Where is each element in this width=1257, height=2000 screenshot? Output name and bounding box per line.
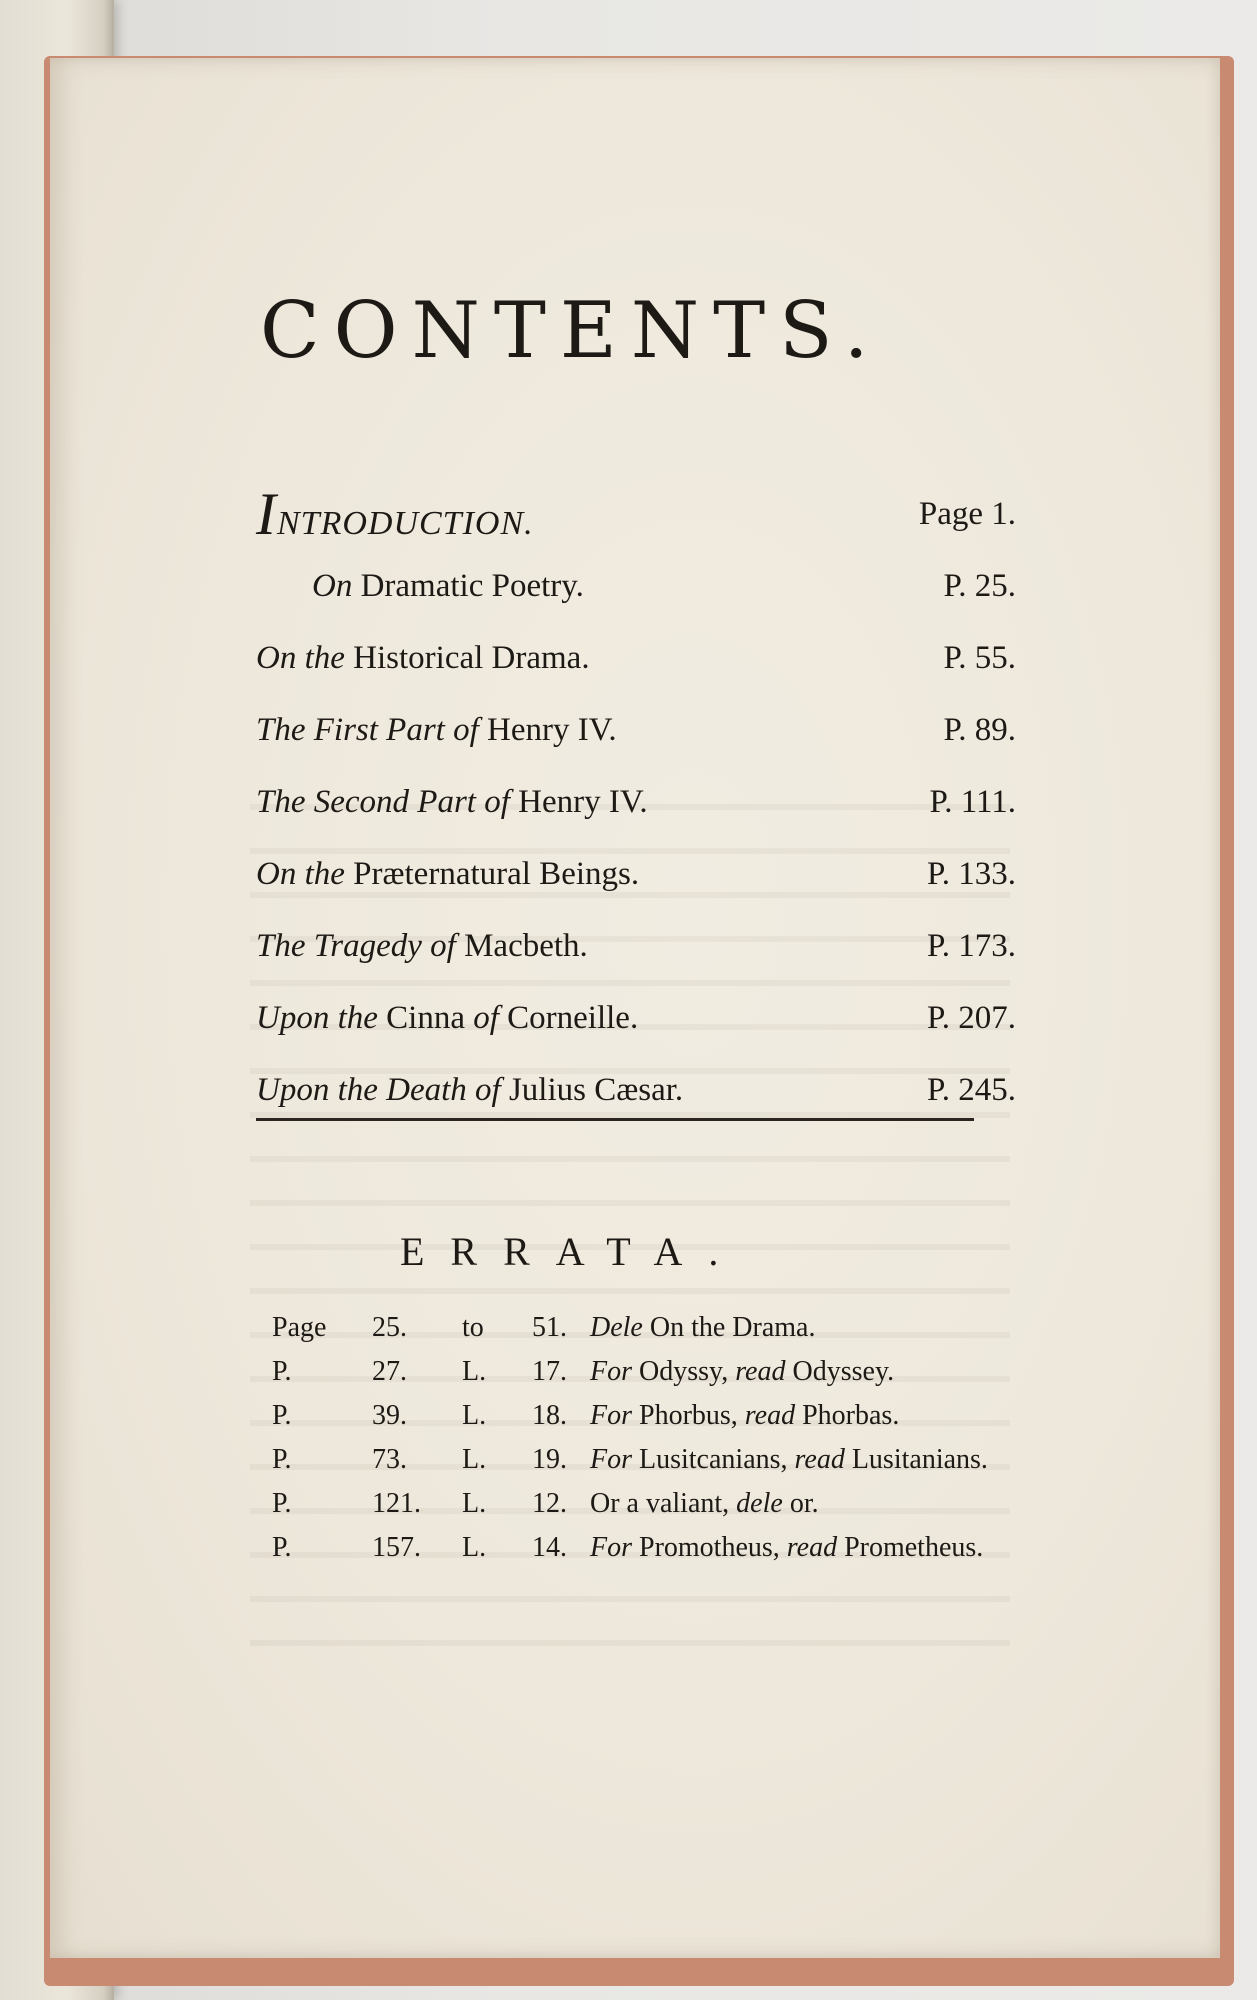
book-page [50,58,1220,1958]
toc-entry-henry-iv-part-1 [256,694,1016,766]
toc-entry-page: P. 245. [927,1072,1016,1108]
toc-entry-title: On Dramatic Poetry. [312,568,584,604]
table-of-contents [256,478,1016,1126]
errata-list [272,1306,1072,1570]
section-divider [256,1118,974,1121]
toc-entry-page: P. 111. [929,784,1016,820]
toc-entry-title: The Second Part of Henry IV. [256,784,648,820]
toc-entry-page: P. 173. [927,928,1016,964]
toc-entry-page: P. 133. [927,856,1016,892]
toc-entry-page: P. 55. [943,640,1016,676]
toc-entry-page: Page 1. [918,496,1016,532]
toc-entry-title: Upon the Death of Julius Cæsar. [256,1072,684,1108]
toc-entry-julius-caesar [256,1054,1016,1126]
toc-entry-introduction [256,478,1016,550]
errata-row: P. 157. L. 14. For Promotheus, read Prometheus. [272,1532,984,1563]
toc-entry-macbeth [256,910,1016,982]
errata-row: P. 121. L. 12. Or a valiant, dele or. [272,1488,819,1519]
toc-entry-historical-drama [256,622,1016,694]
toc-entry-page: P. 89. [943,712,1016,748]
errata-heading: ERRATA. [400,1229,745,1274]
errata-row: P. 27. L. 17. For Odyssy, read Odyssey. [272,1356,895,1387]
errata-row: P. 73. L. 19. For Lusitcanians, read Lusitanians. [272,1444,988,1475]
toc-entry-cinna [256,982,1016,1054]
toc-entry-title: The First Part of Henry IV. [256,712,617,748]
toc-entry-title: INTRODUCTION. [256,481,534,547]
errata-row: Page 25. to 51. Dele On the Drama. [272,1312,816,1343]
toc-entry-title: On the Præternatural Beings. [256,856,640,892]
toc-entry-henry-iv-part-2 [256,766,1016,838]
toc-entry-page: P. 25. [943,568,1016,604]
toc-entry-title: Upon the Cinna of Corneille. [256,1000,639,1036]
toc-entry-page: P. 207. [927,1000,1016,1036]
toc-entry-praeternatural-beings [256,838,1016,910]
errata-row: P. 39. L. 18. For Phorbus, read Phorbas. [272,1400,900,1431]
toc-entry-title: The Tragedy of Macbeth. [256,928,588,964]
toc-entry-dramatic-poetry [256,550,1016,622]
contents-heading: CONTENTS. [260,286,883,376]
toc-entry-title: On the Historical Drama. [256,640,590,676]
